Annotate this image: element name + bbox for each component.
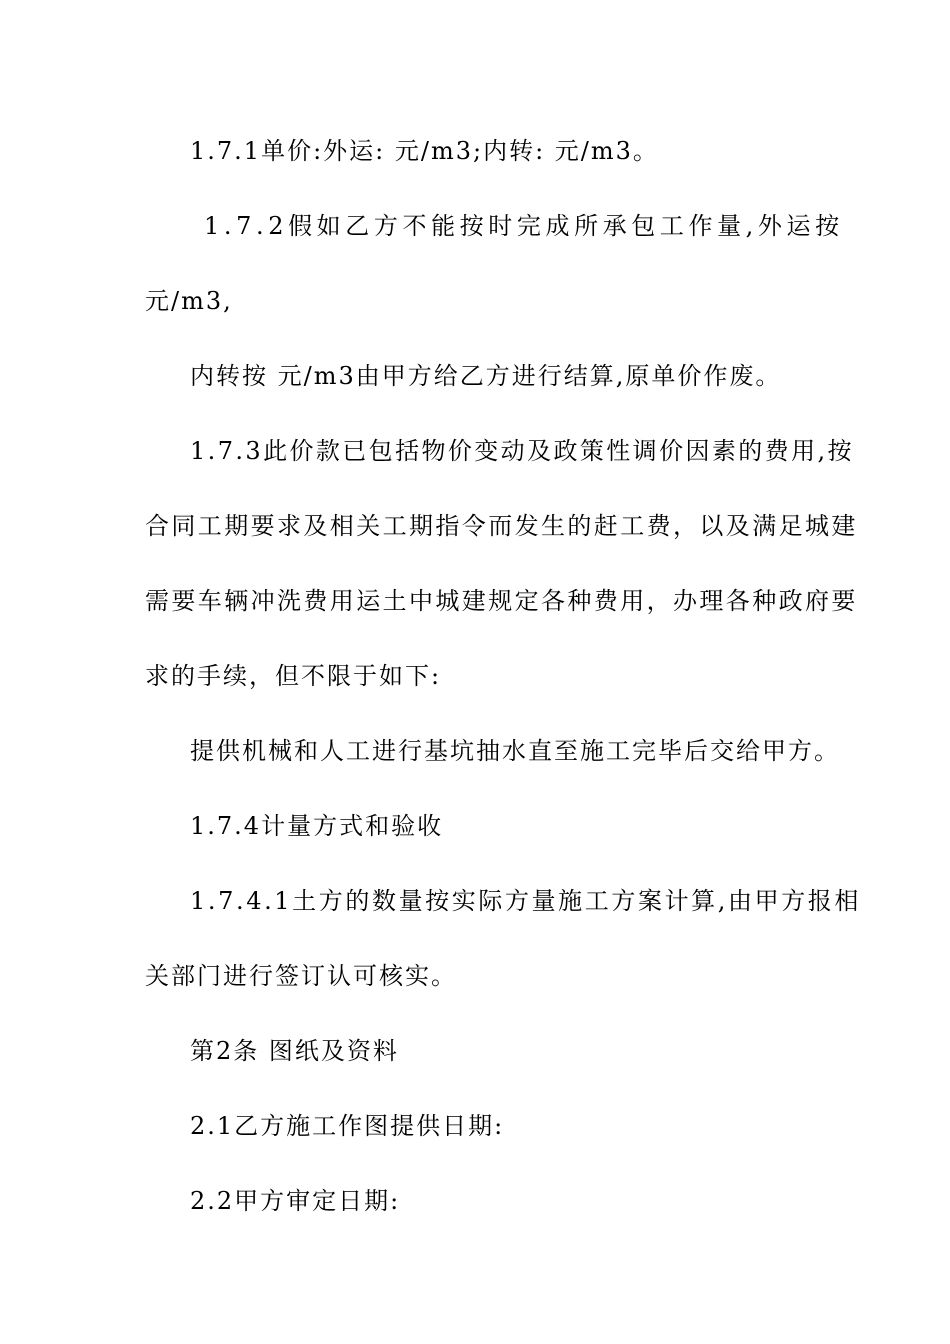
clause-1-7-3-line-3: 需要车辆冲洗费用运土中城建规定各种费用，办理各种政府要 (145, 587, 858, 615)
clause-1-7-2: 1.7.2假如乙方不能按时完成所承包工作量,外运按 (204, 212, 844, 240)
clause-1-7-2-settlement: 内转按 元/m3由甲方给乙方进行结算,原单价作废。 (190, 362, 782, 390)
clause-1-7-3: 1.7.3此价款已包括物价变动及政策性调价因素的费用,按 (190, 437, 854, 465)
clause-1-7-1: 1.7.1单价:外运: 元/m3;内转: 元/m3。 (190, 137, 659, 165)
clause-1-7-3-line-4: 求的手续，但不限于如下: (145, 662, 442, 690)
clause-1-7-2-continued: 元/m3, (145, 287, 233, 315)
clause-1-7-3-line-2: 合同工期要求及相关工期指令而发生的赶工费，以及满足城建 (145, 512, 858, 540)
clause-1-7-4-1-continued: 关部门进行签订认可核实。 (145, 962, 457, 990)
clause-1-7-4-heading: 1.7.4计量方式和验收 (190, 812, 444, 840)
clause-2-2: 2.2甲方审定日期: (190, 1187, 401, 1215)
article-2-heading: 第2条 图纸及资料 (190, 1037, 399, 1065)
clause-1-7-4-1: 1.7.4.1土方的数量按实际方量施工方案计算,由甲方报相 (190, 887, 861, 915)
dewatering-item: 提供机械和人工进行基坑抽水直至施工完毕后交给甲方。 (190, 737, 840, 765)
clause-2-1: 2.1乙方施工作图提供日期: (190, 1112, 505, 1140)
